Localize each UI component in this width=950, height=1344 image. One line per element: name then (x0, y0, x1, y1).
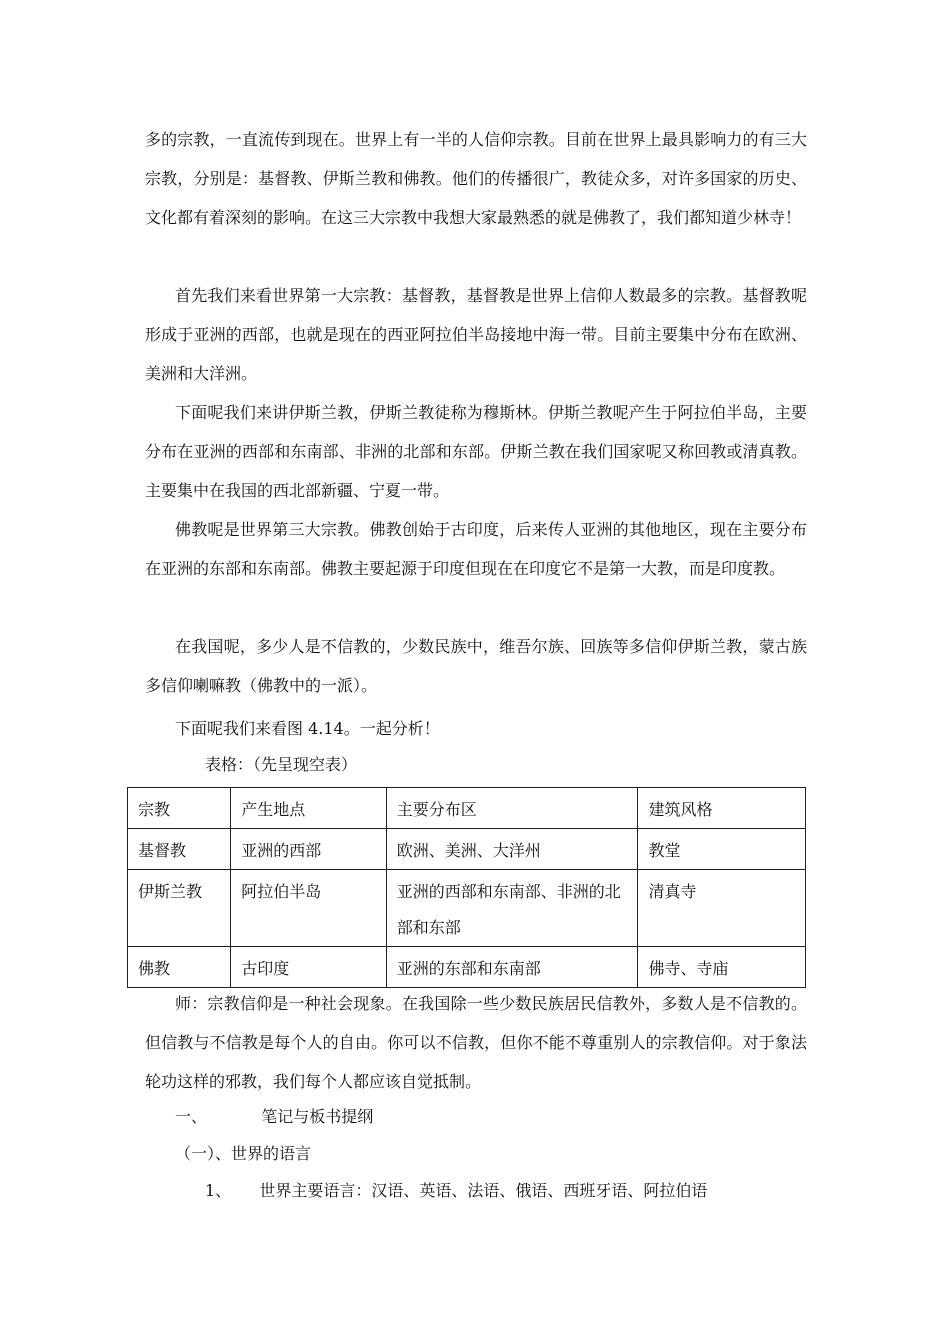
table-header-cell: 宗教 (128, 788, 231, 829)
table-cell: 教堂 (638, 829, 806, 870)
paragraph-figure-reference: 下面呢我们来看图 4.14。一起分析！ (175, 719, 440, 738)
paragraph-teacher-remark: 师：宗教信仰是一种社会现象。在我国除一些少数民族居民信教外，多数人是不信教的。但信教与不信教是每个人的自由。你可以不信教，但你不能不尊重别人的宗教信仰。对于象法轮功这样的邪教，我们每个人都应该自觉抵制。 (145, 994, 807, 1091)
table-row (128, 870, 806, 947)
table-row (128, 829, 806, 870)
table-cell: 亚洲的西部 (231, 829, 386, 870)
table-cell: 欧洲、美洲、大洋州 (386, 829, 638, 870)
outline-heading-number: 一、 (175, 1107, 208, 1126)
table-header-cell: 主要分布区 (386, 788, 638, 829)
paragraph-religion-intro: 多的宗教，一直流传到现在。世界上有一半的人信仰宗教。目前在世界上最具影响力的有三大宗教，分别是：基督教、伊斯兰教和佛教。他们的传播很广，教徒众多，对许多国家的历史、文化都有着深刻的影响。在这三大宗教中我想大家最熟悉的就是佛教了，我们都知道少林寺！ (145, 130, 807, 227)
religion-table (127, 787, 806, 988)
table-header-cell: 产生地点 (231, 788, 386, 829)
table-cell: 佛教 (128, 947, 231, 988)
table-cell: 佛寺、寺庙 (638, 947, 806, 988)
table-cell: 伊斯兰教 (128, 870, 231, 947)
outline-heading-text: 笔记与板书提纲 (261, 1107, 374, 1126)
outline-heading (175, 1102, 373, 1132)
table-cell: 亚洲的东部和东南部 (386, 947, 638, 988)
table-cell: 阿拉伯半岛 (231, 870, 386, 947)
paragraph-christianity: 首先我们来看世界第一大宗教：基督教，基督教是世界上信仰人数最多的宗教。基督教呢形成于亚洲的西部，也就是现在的西亚阿拉伯半岛接地中海一带。目前主要集中分布在欧洲、美洲和大洋洲。 (145, 286, 807, 383)
table-cell: 清真寺 (638, 870, 806, 947)
table-cell: 古印度 (231, 947, 386, 988)
paragraph-china-religion: 在我国呢，多少人是不信教的，少数民族中，维吾尔族、回族等多信仰伊斯兰教，蒙古族多信仰喇嘛教（佛教中的一派）。 (145, 637, 807, 695)
table-caption: 表格：（先呈现空表） (205, 755, 358, 774)
table-header-row (128, 788, 806, 829)
outline-item-number: 1、 (205, 1181, 232, 1200)
outline-item-text: 世界主要语言：汉语、英语、法语、俄语、西班牙语、阿拉伯语 (259, 1181, 708, 1200)
table-cell: 亚洲的西部和东南部、非洲的北部和东部 (386, 870, 638, 947)
paragraph-islam: 下面呢我们来讲伊斯兰教，伊斯兰教徒称为穆斯林。伊斯兰教呢产生于阿拉伯半岛，主要分布在亚洲的西部和东南部、非洲的北部和东部。伊斯兰教在我们国家呢又称回教或清真教。主要集中在我国的西北部新疆、宁夏一带。 (145, 403, 807, 500)
outline-sub-heading: （一）、世界的语言 (175, 1144, 312, 1163)
paragraph-buddhism: 佛教呢是世界第三大宗教。佛教创始于古印度，后来传人亚洲的其他地区，现在主要分布在亚洲的东部和东南部。佛教主要起源于印度但现在在印度它不是第一大教，而是印度教。 (145, 520, 807, 578)
table-row (128, 947, 806, 988)
table-cell: 基督教 (128, 829, 231, 870)
outline-item (205, 1176, 707, 1206)
table-header-cell: 建筑风格 (638, 788, 806, 829)
